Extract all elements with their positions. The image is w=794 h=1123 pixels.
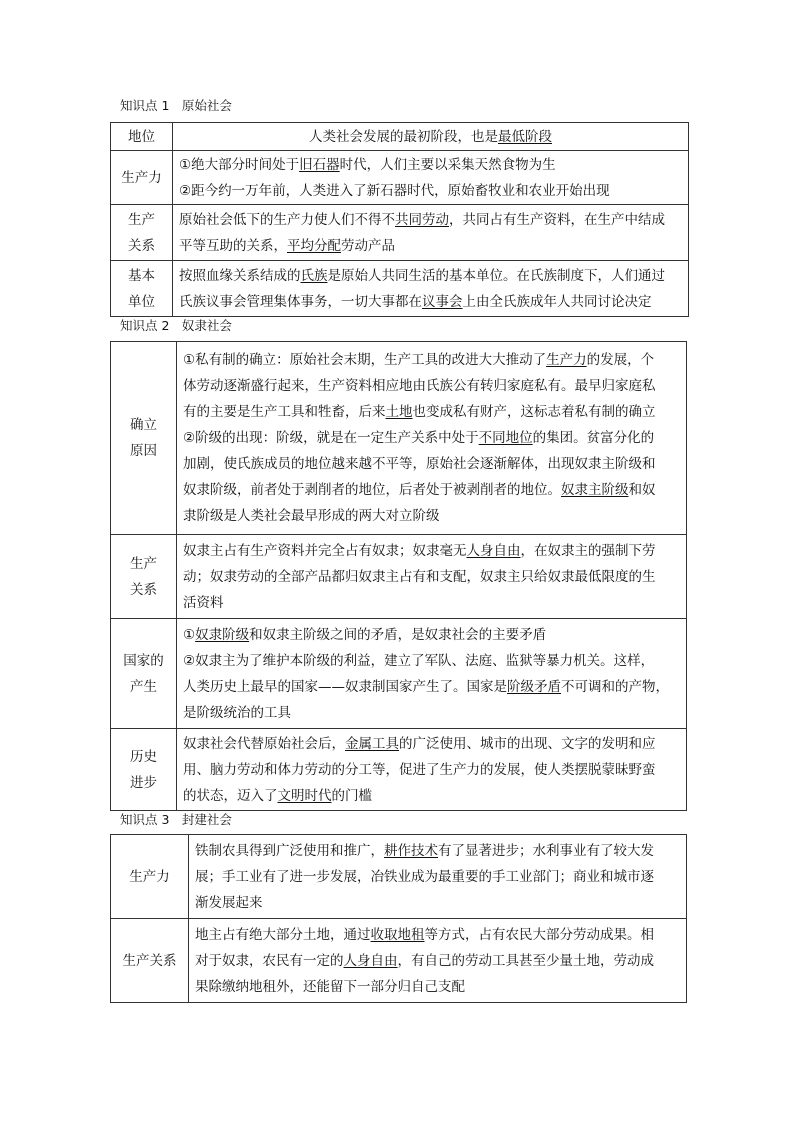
table-slave-society	[110, 341, 687, 811]
row-label-line: 生产关系	[122, 952, 177, 969]
section-heading-feudal-society: 知识点 3 封建社会	[120, 812, 232, 827]
key-term: 文明时代	[277, 787, 332, 804]
content-line	[179, 263, 682, 289]
text-segment: 奴隶阶级，前者处于剥削者的地位，后者处于被剥削者的地位。	[183, 482, 561, 498]
table-row	[111, 205, 689, 261]
text-segment: 原始社会低下的生产力使人们不得不	[179, 211, 395, 228]
text-segment: 不可调和的产物，	[561, 678, 669, 695]
content-line	[183, 425, 680, 451]
row-label	[111, 729, 177, 811]
row-label-line: 确立	[130, 417, 157, 433]
text-segment: 的发展，个	[586, 352, 655, 368]
text-segment: 平等互助的关系，	[179, 237, 287, 254]
content-line	[179, 233, 682, 259]
text-segment: 活资料	[183, 594, 224, 611]
text-segment: 加剧，使氏族成员的地位越来越不平等，原始社会逐渐解体，出现奴隶主阶级和	[183, 456, 656, 472]
key-term: 耕作技术	[384, 842, 438, 859]
text-segment: ②距今约一万年前，人类进入了新石器时代，原始畜牧业和农业开始出现	[179, 182, 610, 199]
text-segment: 对于奴隶，农民有一定的	[195, 952, 344, 969]
text-segment: 地主占有绝大部分土地，通过	[195, 926, 371, 943]
text-segment: 奴隶社会代替原始社会后，	[183, 735, 345, 752]
text-segment: ①私有制的确立：原始社会末期，生产工具的改进大大推动了	[183, 352, 547, 368]
content-line	[183, 783, 680, 809]
content-line	[183, 674, 680, 700]
row-content	[173, 205, 689, 261]
text-segment: 等方式，占有农民大部分劳动成果。相	[424, 926, 654, 943]
row-content	[189, 919, 687, 1003]
section-heading-slave-society: 知识点 2 奴隶社会	[120, 318, 232, 333]
content-line	[195, 922, 680, 948]
row-label-line: 关系	[128, 237, 155, 254]
content-line	[179, 152, 682, 178]
key-term: 收取地租	[370, 926, 425, 943]
key-term: 生产力	[546, 352, 587, 368]
table-row	[111, 619, 687, 729]
row-label-line: 地位	[128, 128, 155, 145]
content-line	[195, 838, 680, 864]
key-term: 旧石器	[299, 156, 340, 173]
row-content	[189, 835, 687, 919]
content-line	[183, 373, 680, 399]
key-term: 平均分配	[287, 237, 341, 254]
table-row	[111, 151, 689, 205]
row-label	[111, 835, 189, 919]
key-term: 人身自由	[466, 542, 521, 559]
text-segment: 有了显著进步；水利事业有了较大发	[438, 842, 654, 859]
table-row	[111, 123, 689, 151]
text-segment: 人类社会发展的最初阶段，也是	[309, 128, 498, 145]
text-segment: 是阶级统治的工具	[183, 704, 291, 721]
content-line	[183, 347, 680, 373]
content-line	[183, 399, 680, 425]
row-label	[111, 151, 173, 205]
table-row	[111, 261, 689, 317]
key-term: 不同地位	[478, 430, 533, 446]
content-line	[183, 622, 680, 648]
text-segment: 奴隶主占有生产资料并完全占有奴隶；奴隶毫无	[183, 542, 467, 559]
text-segment: 也变成私有财产，这标志着私有制的确立	[412, 404, 656, 420]
content-line	[183, 757, 680, 783]
text-segment: ①绝大部分时间处于	[179, 156, 300, 173]
row-label-line: 历史	[130, 748, 157, 765]
text-segment: ，有自己的劳动工具甚至少量土地，劳动成	[397, 952, 654, 969]
content-line	[183, 538, 680, 564]
row-content	[177, 535, 687, 619]
row-label	[111, 619, 177, 729]
row-label-line: 关系	[130, 581, 157, 598]
row-content	[173, 123, 689, 151]
content-line	[183, 731, 680, 757]
section-heading-primitive-society: 知识点 1 原始社会	[120, 98, 232, 113]
content-line	[179, 289, 682, 315]
row-label-line: 生产力	[121, 169, 162, 186]
content-line	[195, 864, 680, 890]
content-line	[183, 700, 680, 726]
table-row	[111, 919, 687, 1003]
text-segment: 时代，人们主要以采集天然食物为生	[339, 156, 556, 173]
key-term: 金属工具	[345, 735, 399, 752]
text-segment: 的门槛	[331, 787, 372, 804]
text-segment: 用、脑力劳动和体力劳动的分工等，促进了生产力的发展，使人类摆脱蒙昧野蛮	[183, 761, 656, 778]
key-term: 土地	[385, 404, 413, 420]
content-line	[183, 564, 680, 590]
row-label	[111, 261, 173, 317]
row-label-line: 基本	[128, 267, 155, 284]
key-term: 奴隶主阶级	[561, 482, 629, 498]
content-line	[179, 207, 682, 233]
key-term: 奴隶阶级	[195, 626, 250, 643]
text-segment: 渐发展起来	[195, 894, 263, 911]
key-term: 议事会	[422, 293, 463, 310]
row-label	[111, 123, 173, 151]
content-line	[195, 890, 680, 916]
row-label-line: 单位	[128, 293, 155, 310]
text-segment: 铁制农具得到广泛使用和推广，	[195, 842, 384, 859]
content-line	[183, 590, 680, 616]
row-label-line: 进步	[130, 774, 157, 791]
content-line	[183, 451, 680, 477]
table-row	[111, 835, 687, 919]
row-label	[111, 535, 177, 619]
text-segment: ②阶级的出现：阶级，就是在一定生产关系中处于	[183, 430, 479, 446]
table-row	[111, 729, 687, 811]
key-term: 共同劳动	[395, 211, 449, 228]
key-term: 氏族	[300, 267, 328, 284]
row-label	[111, 205, 173, 261]
content-line	[183, 503, 680, 529]
text-segment: 动；奴隶劳动的全部产品都归奴隶主占有和支配，奴隶主只给奴隶最低限度的生	[183, 568, 656, 585]
content-line	[195, 974, 680, 1000]
row-label	[111, 919, 189, 1003]
text-segment: 人类历史上最早的国家——奴隶制国家产生了。国家是	[183, 678, 507, 695]
text-segment: ②奴隶主为了维护本阶级的利益，建立了军队、法庭、监狱等暴力机关。这样，	[183, 652, 655, 669]
row-content	[173, 261, 689, 317]
row-label-line: 国家的	[123, 652, 164, 669]
text-segment: 隶阶级是人类社会最早形成的两大对立阶级	[183, 508, 440, 524]
text-segment: 和奴隶主阶级之间的矛盾，是奴隶社会的主要矛盾	[249, 626, 547, 643]
row-label-line: 生产力	[129, 868, 170, 885]
text-segment: 的状态，迈入了	[183, 787, 278, 804]
content-line	[183, 477, 680, 503]
row-label-line: 原因	[130, 443, 157, 459]
table-row	[111, 535, 687, 619]
text-segment: 和奴	[628, 482, 656, 498]
text-segment: 劳动产品	[341, 237, 395, 254]
key-term: 人身自由	[343, 952, 398, 969]
row-content	[177, 619, 687, 729]
row-content	[173, 151, 689, 205]
row-content	[177, 729, 687, 811]
content-line	[179, 178, 682, 204]
text-segment: 上由全氏族成年人共同讨论决定	[462, 293, 652, 310]
content-line	[183, 648, 680, 674]
text-segment: ，共同占有生产资料，在生产中结成	[449, 211, 665, 228]
row-label-line: 生产	[128, 211, 155, 228]
content-line	[179, 124, 682, 150]
text-segment: 的集团。贫富分化的	[532, 430, 655, 446]
table-feudal-society	[110, 834, 687, 1003]
row-label-line: 产生	[130, 678, 157, 695]
text-segment: 果除缴纳地租外，还能留下一部分归自己支配	[195, 978, 465, 995]
text-segment: 有的主要是生产工具和牲畜，后来	[183, 404, 386, 420]
text-segment: 氏族议事会管理集体事务，一切大事都在	[179, 293, 422, 310]
row-label	[111, 342, 177, 535]
text-segment: ，在奴隶主的强制下劳	[520, 542, 656, 559]
text-segment: 体劳动逐渐盛行起来，生产资料相应地由氏族公有转归家庭私有。最早归家庭私	[183, 378, 656, 394]
text-segment: 按照血缘关系结成的	[179, 267, 301, 284]
key-term: 最低阶段	[498, 128, 552, 145]
text-segment: 展；手工业有了进一步发展，冶铁业成为最重要的手工业部门；商业和城市逐	[195, 868, 654, 885]
content-line	[195, 948, 680, 974]
row-label-line: 生产	[130, 555, 157, 572]
table-primitive-society	[110, 122, 689, 317]
row-content	[177, 342, 687, 535]
text-segment: 是原始人共同生活的基本单位。在氏族制度下，人们通过	[327, 267, 665, 284]
text-segment: 的广泛使用、城市的出现、文字的发明和应	[399, 735, 656, 752]
table-row	[111, 342, 687, 535]
text-segment: ①	[183, 626, 196, 643]
key-term: 阶级矛盾	[507, 678, 561, 695]
